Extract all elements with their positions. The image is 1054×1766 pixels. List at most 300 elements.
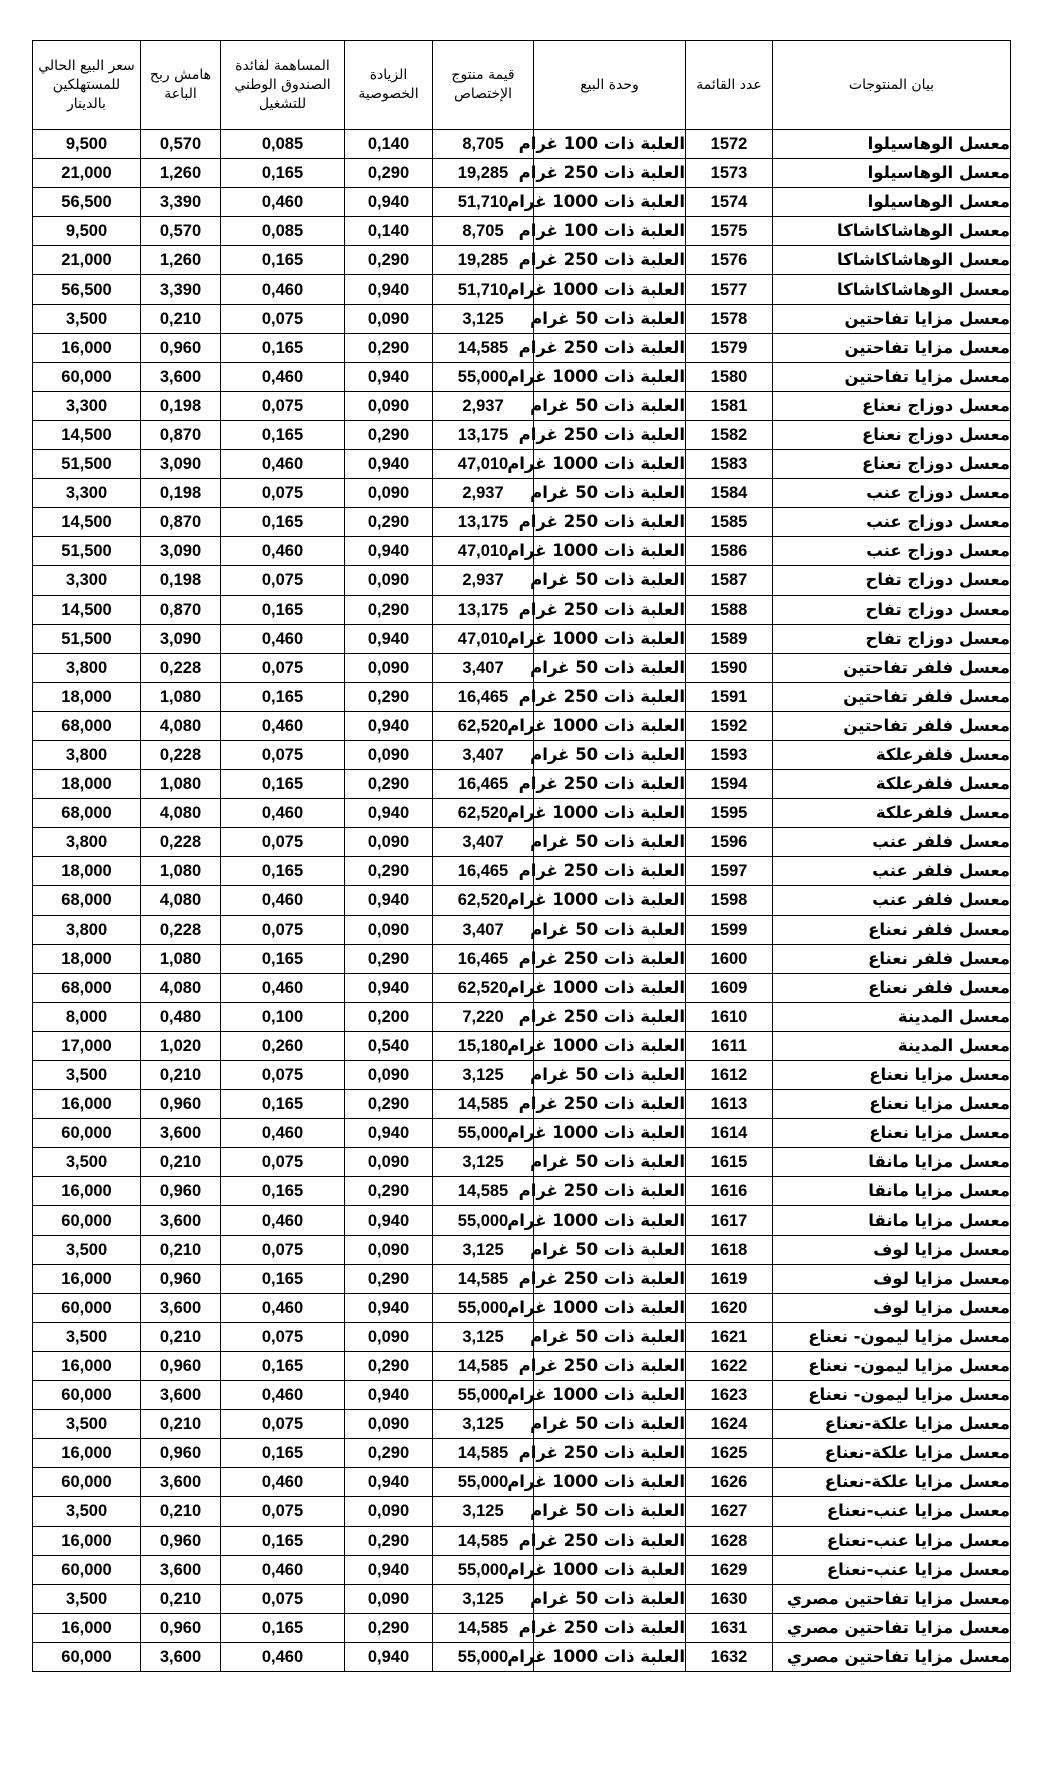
unit-cell: العلبة ذات 250 غرام [534, 1090, 686, 1119]
table-row [33, 1410, 1011, 1439]
code-cell: 1632 [686, 1642, 773, 1671]
fund-cell: 0,460 [221, 1119, 345, 1148]
value-cell: 3,125 [433, 304, 534, 333]
value-cell: 14,585 [433, 1090, 534, 1119]
header-unit: وحدة البيع [534, 41, 686, 130]
table-row [33, 1468, 1011, 1497]
table-row [33, 246, 1011, 275]
fund-cell: 0,165 [221, 1351, 345, 1380]
margin-cell: 0,960 [141, 1351, 221, 1380]
code-cell: 1587 [686, 566, 773, 595]
unit-cell: العلبة ذات 1000 غرام [534, 1293, 686, 1322]
value-cell: 3,125 [433, 1148, 534, 1177]
margin-cell: 0,960 [141, 1526, 221, 1555]
product-cell: معسل مزايا عنب-نعناع [773, 1526, 1011, 1555]
code-cell: 1630 [686, 1584, 773, 1613]
price-cell: 14,500 [33, 508, 141, 537]
unit-cell: العلبة ذات 1000 غرام [534, 1555, 686, 1584]
special-cell: 0,090 [345, 828, 433, 857]
code-cell: 1583 [686, 450, 773, 479]
price-cell: 60,000 [33, 1206, 141, 1235]
code-cell: 1629 [686, 1555, 773, 1584]
product-cell: معسل مزايا علكة-نعناع [773, 1439, 1011, 1468]
unit-cell: العلبة ذات 250 غرام [534, 333, 686, 362]
margin-cell: 0,570 [141, 130, 221, 159]
table-row [33, 1148, 1011, 1177]
price-cell: 9,500 [33, 130, 141, 159]
unit-cell: العلبة ذات 50 غرام [534, 828, 686, 857]
price-cell: 68,000 [33, 799, 141, 828]
unit-cell: العلبة ذات 250 غرام [534, 1439, 686, 1468]
value-cell: 14,585 [433, 333, 534, 362]
price-cell: 3,500 [33, 1497, 141, 1526]
unit-cell: العلبة ذات 250 غرام [534, 1613, 686, 1642]
value-cell: 3,125 [433, 1497, 534, 1526]
table-row [33, 1264, 1011, 1293]
code-cell: 1574 [686, 188, 773, 217]
fund-cell: 0,100 [221, 1002, 345, 1031]
code-cell: 1625 [686, 1439, 773, 1468]
fund-cell: 0,260 [221, 1031, 345, 1060]
value-cell: 14,585 [433, 1351, 534, 1380]
product-cell: معسل فلفر عنب [773, 886, 1011, 915]
fund-cell: 0,165 [221, 770, 345, 799]
price-cell: 16,000 [33, 1090, 141, 1119]
table-row [33, 682, 1011, 711]
unit-cell: العلبة ذات 250 غرام [534, 1526, 686, 1555]
product-cell: معسل مزايا ليمون- نعناع [773, 1381, 1011, 1410]
code-cell: 1619 [686, 1264, 773, 1293]
fund-cell: 0,075 [221, 653, 345, 682]
margin-cell: 0,210 [141, 304, 221, 333]
margin-cell: 1,080 [141, 944, 221, 973]
fund-cell: 0,460 [221, 886, 345, 915]
price-cell: 18,000 [33, 944, 141, 973]
fund-cell: 0,460 [221, 1293, 345, 1322]
special-cell: 0,290 [345, 595, 433, 624]
product-cell: معسل فلفر عنب [773, 828, 1011, 857]
fund-cell: 0,165 [221, 1264, 345, 1293]
special-cell: 0,140 [345, 130, 433, 159]
margin-cell: 1,080 [141, 770, 221, 799]
table-row [33, 1061, 1011, 1090]
product-cell: معسل مزايا تفاحتين مصري [773, 1613, 1011, 1642]
price-cell: 14,500 [33, 420, 141, 449]
code-cell: 1609 [686, 973, 773, 1002]
value-cell: 15,180 [433, 1031, 534, 1060]
fund-cell: 0,075 [221, 1497, 345, 1526]
table-row [33, 508, 1011, 537]
code-cell: 1617 [686, 1206, 773, 1235]
product-cell: معسل فلفرعلكة [773, 799, 1011, 828]
fund-cell: 0,460 [221, 1381, 345, 1410]
fund-cell: 0,165 [221, 508, 345, 537]
table-row [33, 1526, 1011, 1555]
value-cell: 3,407 [433, 915, 534, 944]
special-cell: 0,090 [345, 1584, 433, 1613]
special-cell: 0,940 [345, 1119, 433, 1148]
fund-cell: 0,165 [221, 857, 345, 886]
table-row [33, 1439, 1011, 1468]
price-cell: 56,500 [33, 275, 141, 304]
table-row [33, 1206, 1011, 1235]
code-cell: 1610 [686, 1002, 773, 1031]
table-row [33, 886, 1011, 915]
margin-cell: 0,960 [141, 1613, 221, 1642]
table-row [33, 828, 1011, 857]
price-cell: 60,000 [33, 1468, 141, 1497]
code-cell: 1575 [686, 217, 773, 246]
special-cell: 0,290 [345, 682, 433, 711]
product-cell: معسل مزايا تفاحتين [773, 304, 1011, 333]
price-cell: 21,000 [33, 159, 141, 188]
unit-cell: العلبة ذات 50 غرام [534, 915, 686, 944]
margin-cell: 0,960 [141, 1264, 221, 1293]
unit-cell: العلبة ذات 1000 غرام [534, 1119, 686, 1148]
margin-cell: 3,600 [141, 1119, 221, 1148]
value-cell: 55,000 [433, 1555, 534, 1584]
product-cell: معسل مزايا لوف [773, 1235, 1011, 1264]
special-cell: 0,090 [345, 479, 433, 508]
margin-cell: 1,260 [141, 246, 221, 275]
price-cell: 3,300 [33, 391, 141, 420]
value-cell: 3,407 [433, 828, 534, 857]
unit-cell: العلبة ذات 1000 غرام [534, 1206, 686, 1235]
code-cell: 1593 [686, 740, 773, 769]
fund-cell: 0,460 [221, 973, 345, 1002]
special-cell: 0,290 [345, 1439, 433, 1468]
table-row [33, 1555, 1011, 1584]
fund-cell: 0,075 [221, 828, 345, 857]
value-cell: 16,465 [433, 857, 534, 886]
price-cell: 16,000 [33, 1351, 141, 1380]
value-cell: 14,585 [433, 1177, 534, 1206]
fund-cell: 0,165 [221, 1613, 345, 1642]
value-cell: 62,520 [433, 799, 534, 828]
code-cell: 1582 [686, 420, 773, 449]
value-cell: 14,585 [433, 1264, 534, 1293]
special-cell: 0,090 [345, 566, 433, 595]
price-cell: 68,000 [33, 711, 141, 740]
margin-cell: 3,090 [141, 624, 221, 653]
product-cell: معسل مزايا مانقا [773, 1148, 1011, 1177]
fund-cell: 0,460 [221, 624, 345, 653]
table-row [33, 420, 1011, 449]
margin-cell: 0,210 [141, 1148, 221, 1177]
value-cell: 3,125 [433, 1584, 534, 1613]
unit-cell: العلبة ذات 1000 غرام [534, 973, 686, 1002]
product-cell: معسل دوزاج نعناع [773, 391, 1011, 420]
margin-cell: 0,210 [141, 1584, 221, 1613]
value-cell: 14,585 [433, 1613, 534, 1642]
product-cell: معسل مزايا تفاحتين [773, 362, 1011, 391]
unit-cell: العلبة ذات 100 غرام [534, 217, 686, 246]
code-cell: 1576 [686, 246, 773, 275]
product-cell: معسل مزايا عنب-نعناع [773, 1497, 1011, 1526]
code-cell: 1623 [686, 1381, 773, 1410]
margin-cell: 0,870 [141, 595, 221, 624]
product-cell: معسل مزايا ليمون- نعناع [773, 1322, 1011, 1351]
special-cell: 0,090 [345, 1061, 433, 1090]
product-cell: معسل المدينة [773, 1031, 1011, 1060]
product-cell: معسل مزايا لوف [773, 1264, 1011, 1293]
price-cell: 51,500 [33, 450, 141, 479]
special-cell: 0,140 [345, 217, 433, 246]
price-cell: 14,500 [33, 595, 141, 624]
value-cell: 3,407 [433, 740, 534, 769]
unit-cell: العلبة ذات 250 غرام [534, 1264, 686, 1293]
unit-cell: العلبة ذات 1000 غرام [534, 624, 686, 653]
price-table [32, 40, 1011, 1672]
code-cell: 1588 [686, 595, 773, 624]
fund-cell: 0,460 [221, 188, 345, 217]
margin-cell: 0,228 [141, 740, 221, 769]
value-cell: 55,000 [433, 1206, 534, 1235]
code-cell: 1598 [686, 886, 773, 915]
price-cell: 8,000 [33, 1002, 141, 1031]
product-cell: معسل مزايا تفاحتين مصري [773, 1642, 1011, 1671]
margin-cell: 3,390 [141, 188, 221, 217]
product-cell: معسل فلفر تفاحتين [773, 711, 1011, 740]
price-cell: 16,000 [33, 1177, 141, 1206]
price-cell: 60,000 [33, 1293, 141, 1322]
product-cell: معسل فلفر عنب [773, 857, 1011, 886]
unit-cell: العلبة ذات 1000 غرام [534, 450, 686, 479]
special-cell: 0,290 [345, 1090, 433, 1119]
unit-cell: العلبة ذات 50 غرام [534, 1410, 686, 1439]
special-cell: 0,940 [345, 886, 433, 915]
margin-cell: 1,080 [141, 682, 221, 711]
table-row [33, 1293, 1011, 1322]
product-cell: معسل مزايا ليمون- نعناع [773, 1351, 1011, 1380]
product-cell: معسل مزايا نعناع [773, 1061, 1011, 1090]
price-cell: 3,800 [33, 915, 141, 944]
code-cell: 1591 [686, 682, 773, 711]
value-cell: 16,465 [433, 770, 534, 799]
value-cell: 14,585 [433, 1526, 534, 1555]
unit-cell: العلبة ذات 50 غرام [534, 391, 686, 420]
special-cell: 0,090 [345, 1322, 433, 1351]
product-cell: معسل فلفرعلكة [773, 770, 1011, 799]
value-cell: 16,465 [433, 682, 534, 711]
fund-cell: 0,460 [221, 799, 345, 828]
margin-cell: 3,600 [141, 1642, 221, 1671]
special-cell: 0,940 [345, 1468, 433, 1497]
header-margin: هامش ربح الباعة [141, 41, 221, 130]
product-cell: معسل مزايا مانقا [773, 1177, 1011, 1206]
table-row [33, 653, 1011, 682]
value-cell: 14,585 [433, 1439, 534, 1468]
code-cell: 1592 [686, 711, 773, 740]
value-cell: 3,125 [433, 1410, 534, 1439]
fund-cell: 0,165 [221, 944, 345, 973]
fund-cell: 0,075 [221, 1410, 345, 1439]
value-cell: 7,220 [433, 1002, 534, 1031]
unit-cell: العلبة ذات 1000 غرام [534, 188, 686, 217]
value-cell: 47,010 [433, 537, 534, 566]
value-cell: 13,175 [433, 595, 534, 624]
unit-cell: العلبة ذات 1000 غرام [534, 362, 686, 391]
special-cell: 0,940 [345, 973, 433, 1002]
margin-cell: 0,228 [141, 653, 221, 682]
margin-cell: 0,870 [141, 420, 221, 449]
value-cell: 2,937 [433, 479, 534, 508]
header-value: قيمة منتوج الإختصاص [433, 41, 534, 130]
product-cell: معسل الوهاسيلوا [773, 188, 1011, 217]
code-cell: 1577 [686, 275, 773, 304]
table-row [33, 770, 1011, 799]
fund-cell: 0,460 [221, 1206, 345, 1235]
special-cell: 0,090 [345, 915, 433, 944]
product-cell: معسل الوهاشاكاشاكا [773, 275, 1011, 304]
table-row [33, 217, 1011, 246]
table-row [33, 1031, 1011, 1060]
code-cell: 1614 [686, 1119, 773, 1148]
margin-cell: 3,600 [141, 1555, 221, 1584]
unit-cell: العلبة ذات 1000 غرام [534, 711, 686, 740]
fund-cell: 0,165 [221, 246, 345, 275]
special-cell: 0,290 [345, 1526, 433, 1555]
product-cell: معسل فلفر نعناع [773, 944, 1011, 973]
fund-cell: 0,460 [221, 275, 345, 304]
fund-cell: 0,075 [221, 1235, 345, 1264]
fund-cell: 0,460 [221, 1555, 345, 1584]
fund-cell: 0,165 [221, 1439, 345, 1468]
code-cell: 1613 [686, 1090, 773, 1119]
table-row [33, 973, 1011, 1002]
margin-cell: 0,570 [141, 217, 221, 246]
table-row [33, 1119, 1011, 1148]
price-cell: 18,000 [33, 682, 141, 711]
table-row [33, 711, 1011, 740]
code-cell: 1586 [686, 537, 773, 566]
table-row [33, 740, 1011, 769]
unit-cell: العلبة ذات 1000 غرام [534, 1381, 686, 1410]
value-cell: 55,000 [433, 362, 534, 391]
price-cell: 3,500 [33, 304, 141, 333]
product-cell: معسل فلفر تفاحتين [773, 653, 1011, 682]
value-cell: 55,000 [433, 1468, 534, 1497]
price-cell: 3,300 [33, 566, 141, 595]
price-cell: 18,000 [33, 857, 141, 886]
fund-cell: 0,075 [221, 479, 345, 508]
fund-cell: 0,165 [221, 159, 345, 188]
special-cell: 0,290 [345, 420, 433, 449]
special-cell: 0,290 [345, 508, 433, 537]
table-row [33, 1584, 1011, 1613]
header-row [33, 41, 1011, 130]
product-cell: معسل مزايا نعناع [773, 1090, 1011, 1119]
code-cell: 1620 [686, 1293, 773, 1322]
special-cell: 0,090 [345, 391, 433, 420]
table-row [33, 159, 1011, 188]
value-cell: 55,000 [433, 1119, 534, 1148]
special-cell: 0,090 [345, 1497, 433, 1526]
product-cell: معسل مزايا علكة-نعناع [773, 1468, 1011, 1497]
product-cell: معسل مزايا علكة-نعناع [773, 1410, 1011, 1439]
special-cell: 0,290 [345, 770, 433, 799]
special-cell: 0,940 [345, 275, 433, 304]
fund-cell: 0,075 [221, 915, 345, 944]
code-cell: 1622 [686, 1351, 773, 1380]
fund-cell: 0,075 [221, 1148, 345, 1177]
price-cell: 3,500 [33, 1148, 141, 1177]
code-cell: 1626 [686, 1468, 773, 1497]
fund-cell: 0,165 [221, 1177, 345, 1206]
price-cell: 18,000 [33, 770, 141, 799]
special-cell: 0,290 [345, 333, 433, 362]
special-cell: 0,090 [345, 1410, 433, 1439]
fund-cell: 0,075 [221, 1322, 345, 1351]
value-cell: 3,125 [433, 1235, 534, 1264]
unit-cell: العلبة ذات 50 غرام [534, 1322, 686, 1351]
table-row [33, 1381, 1011, 1410]
header-price: سعر البيع الحالي للمستهلكين بالدينار [33, 41, 141, 130]
header-product: بيان المنتوجات [773, 41, 1011, 130]
price-cell: 21,000 [33, 246, 141, 275]
unit-cell: العلبة ذات 50 غرام [534, 1061, 686, 1090]
special-cell: 0,540 [345, 1031, 433, 1060]
price-cell: 56,500 [33, 188, 141, 217]
table-row [33, 915, 1011, 944]
fund-cell: 0,460 [221, 362, 345, 391]
unit-cell: العلبة ذات 250 غرام [534, 1002, 686, 1031]
value-cell: 51,710 [433, 188, 534, 217]
price-cell: 3,800 [33, 828, 141, 857]
fund-cell: 0,165 [221, 1090, 345, 1119]
margin-cell: 0,228 [141, 828, 221, 857]
special-cell: 0,290 [345, 159, 433, 188]
unit-cell: العلبة ذات 1000 غرام [534, 275, 686, 304]
price-cell: 3,500 [33, 1235, 141, 1264]
code-cell: 1579 [686, 333, 773, 362]
table-row [33, 537, 1011, 566]
special-cell: 0,090 [345, 740, 433, 769]
product-cell: معسل فلفر نعناع [773, 915, 1011, 944]
price-cell: 16,000 [33, 1613, 141, 1642]
special-cell: 0,290 [345, 1613, 433, 1642]
unit-cell: العلبة ذات 50 غرام [534, 653, 686, 682]
table-body [33, 130, 1011, 1672]
margin-cell: 4,080 [141, 886, 221, 915]
fund-cell: 0,460 [221, 1468, 345, 1497]
table-row [33, 362, 1011, 391]
code-cell: 1596 [686, 828, 773, 857]
table-row [33, 391, 1011, 420]
unit-cell: العلبة ذات 50 غرام [534, 304, 686, 333]
code-cell: 1611 [686, 1031, 773, 1060]
code-cell: 1578 [686, 304, 773, 333]
unit-cell: العلبة ذات 250 غرام [534, 857, 686, 886]
table-row [33, 333, 1011, 362]
special-cell: 0,200 [345, 1002, 433, 1031]
margin-cell: 1,260 [141, 159, 221, 188]
margin-cell: 0,960 [141, 333, 221, 362]
special-cell: 0,290 [345, 1351, 433, 1380]
price-cell: 60,000 [33, 362, 141, 391]
header-special: الزيادة الخصوصية [345, 41, 433, 130]
code-cell: 1612 [686, 1061, 773, 1090]
margin-cell: 3,390 [141, 275, 221, 304]
table-row [33, 1235, 1011, 1264]
product-cell: معسل دوزاج نعناع [773, 420, 1011, 449]
table-row [33, 1351, 1011, 1380]
product-cell: معسل فلفر نعناع [773, 973, 1011, 1002]
price-cell: 3,800 [33, 740, 141, 769]
price-cell: 3,500 [33, 1322, 141, 1351]
price-cell: 16,000 [33, 1439, 141, 1468]
price-cell: 3,500 [33, 1061, 141, 1090]
